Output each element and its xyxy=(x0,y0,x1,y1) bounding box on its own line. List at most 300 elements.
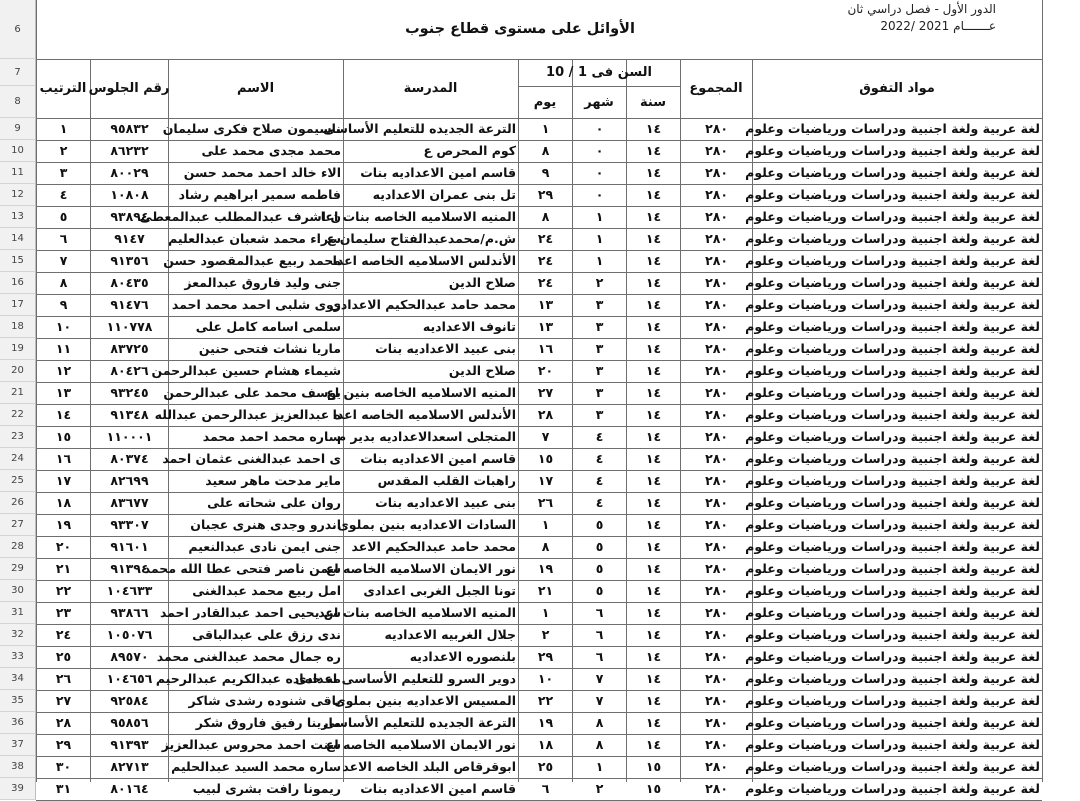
cell-rank[interactable]: ١٤ xyxy=(55,407,72,423)
cell-total[interactable]: ٢٨٠ xyxy=(705,693,728,709)
cell-school[interactable]: الأندلس الاسلاميه الخاصه اعدا xyxy=(332,407,516,423)
cell-total[interactable]: ٢٨٠ xyxy=(705,407,728,423)
cell-seat-number[interactable]: ١٠٤٦٥٦ xyxy=(106,671,153,687)
cell-subjects[interactable]: لغة عربية ولغة اجنبية ودراسات ورياضيات وعلوم xyxy=(745,737,1040,753)
cell-name[interactable]: باقى شنوده رشدى شاكر xyxy=(188,693,341,709)
cell-school[interactable]: الترعة الجديده للتعليم الأساسى xyxy=(322,121,516,137)
cell-seat-number[interactable]: ٩٣٢٤٥ xyxy=(110,385,149,401)
cell-seat-number[interactable]: ١٠٤٦٣٣ xyxy=(106,583,153,599)
cell-total[interactable]: ٢٨٠ xyxy=(705,451,728,467)
cell-month[interactable]: ٤ xyxy=(595,473,604,489)
cell-name[interactable]: ساره محمد احمد محمد xyxy=(202,429,341,445)
cell-day[interactable]: ٢٧ xyxy=(537,385,554,401)
cell-day[interactable]: ٢٢ xyxy=(537,693,554,709)
cell-rank[interactable]: ٨ xyxy=(59,275,68,291)
cell-rank[interactable]: ٢٧ xyxy=(55,693,72,709)
cell-total[interactable]: ٢٨٠ xyxy=(705,429,728,445)
cell-subjects[interactable]: لغة عربية ولغة اجنبية ودراسات ورياضيات وعلوم xyxy=(745,363,1040,379)
cell-total[interactable]: ٢٨٠ xyxy=(705,759,728,775)
row-number[interactable]: 39 xyxy=(0,778,36,800)
cell-name[interactable]: محمد مجدى محمد على xyxy=(201,143,341,159)
cell-total[interactable]: ٢٨٠ xyxy=(705,253,728,269)
cell-month[interactable]: ١ xyxy=(595,231,604,247)
cell-total[interactable]: ٢٨٠ xyxy=(705,649,728,665)
cell-name[interactable]: روى شلبى احمد محمد احمد xyxy=(171,297,341,313)
cell-day[interactable]: ١ xyxy=(541,605,550,621)
cell-seat-number[interactable]: ١١٠٧٧٨ xyxy=(106,319,153,335)
cell-year[interactable]: ١٤ xyxy=(645,165,662,181)
cell-month[interactable]: ١ xyxy=(595,253,604,269)
cell-rank[interactable]: ١ xyxy=(59,121,68,137)
cell-school[interactable]: صلاح الدين xyxy=(448,363,516,379)
cell-school[interactable]: صلاح الدين xyxy=(448,275,516,291)
cell-subjects[interactable]: لغة عربية ولغة اجنبية ودراسات ورياضيات وعلوم xyxy=(745,121,1040,137)
cell-seat-number[interactable]: ٨٢٦٩٩ xyxy=(110,473,149,489)
cell-day[interactable]: ٢٩ xyxy=(537,187,554,203)
cell-rank[interactable]: ٢٦ xyxy=(55,671,72,687)
cell-total[interactable]: ٢٨٠ xyxy=(705,781,728,797)
cell-school[interactable]: بلنصوره الاعداديه xyxy=(409,649,516,665)
cell-name[interactable]: سلمى اسامه كامل على xyxy=(195,319,341,335)
cell-school[interactable]: المتجلى اسعدالاعداديه بدير م xyxy=(337,429,516,445)
row-number[interactable]: 34 xyxy=(0,668,36,690)
row-number[interactable]: 16 xyxy=(0,272,36,294)
cell-seat-number[interactable]: ٩١٣٥٦ xyxy=(110,253,149,269)
cell-rank[interactable]: ٣٠ xyxy=(55,759,72,775)
cell-subjects[interactable]: لغة عربية ولغة اجنبية ودراسات ورياضيات وعلوم xyxy=(745,231,1040,247)
cell-subjects[interactable]: لغة عربية ولغة اجنبية ودراسات ورياضيات وعلوم xyxy=(745,187,1040,203)
cell-subjects[interactable]: لغة عربية ولغة اجنبية ودراسات ورياضيات وعلوم xyxy=(745,539,1040,555)
cell-total[interactable]: ٢٨٠ xyxy=(705,319,728,335)
cell-rank[interactable]: ٢١ xyxy=(55,561,72,577)
row-number[interactable]: 27 xyxy=(0,514,36,536)
cell-school[interactable]: الترعة الجديده للتعليم الأساسى xyxy=(322,715,516,731)
cell-seat-number[interactable]: ٨٠١٦٤ xyxy=(110,781,149,797)
cell-rank[interactable]: ٢٣ xyxy=(55,605,72,621)
row-number[interactable]: 22 xyxy=(0,404,36,426)
cell-seat-number[interactable]: ٨٣٦٧٧ xyxy=(110,495,149,511)
cell-total[interactable]: ٢٨٠ xyxy=(705,583,728,599)
cell-year[interactable]: ١٤ xyxy=(645,737,662,753)
cell-total[interactable]: ٢٨٠ xyxy=(705,121,728,137)
cell-day[interactable]: ٧ xyxy=(541,429,550,445)
row-number[interactable]: 29 xyxy=(0,558,36,580)
cell-year[interactable]: ١٤ xyxy=(645,605,662,621)
cell-month[interactable]: ٦ xyxy=(595,605,604,621)
cell-month[interactable]: ٣ xyxy=(595,363,604,379)
cell-seat-number[interactable]: ١٠٨٠٨ xyxy=(110,187,149,203)
row-number[interactable]: 28 xyxy=(0,536,36,558)
cell-year[interactable]: ١٤ xyxy=(645,451,662,467)
cell-total[interactable]: ٢٨٠ xyxy=(705,495,728,511)
cell-month[interactable]: ٤ xyxy=(595,451,604,467)
cell-name[interactable]: سمن ناصر فتحى عطا الله محمد xyxy=(143,561,341,577)
cell-seat-number[interactable]: ٩٣٨٩٤ xyxy=(110,209,149,225)
cell-school[interactable]: قاسم امين الاعداديه بنات xyxy=(360,451,516,467)
cell-day[interactable]: ٢٥ xyxy=(537,759,554,775)
cell-day[interactable]: ١ xyxy=(541,517,550,533)
cell-school[interactable]: كوم المحرص ع xyxy=(423,143,516,159)
cell-year[interactable]: ١٤ xyxy=(645,429,662,445)
cell-name[interactable]: ناسيمون صلاح فكرى سليمان xyxy=(162,121,341,137)
cell-total[interactable]: ٢٨٠ xyxy=(705,671,728,687)
cell-rank[interactable]: ٢٥ xyxy=(55,649,72,665)
cell-rank[interactable]: ٢٩ xyxy=(55,737,72,753)
cell-rank[interactable]: ٧ xyxy=(59,253,68,269)
cell-total[interactable]: ٢٨٠ xyxy=(705,297,728,313)
cell-month[interactable]: ٥ xyxy=(595,539,604,555)
cell-rank[interactable]: ١٦ xyxy=(55,451,72,467)
cell-day[interactable]: ٦ xyxy=(541,781,550,797)
cell-rank[interactable]: ٢٨ xyxy=(55,715,72,731)
cell-day[interactable]: ٩ xyxy=(541,165,550,181)
cell-seat-number[interactable]: ٩١٣٤٨ xyxy=(110,407,149,423)
row-number[interactable]: 26 xyxy=(0,492,36,514)
cell-day[interactable]: ١٨ xyxy=(537,737,554,753)
cell-day[interactable]: ٢٤ xyxy=(537,253,554,269)
row-number[interactable]: 38 xyxy=(0,756,36,778)
cell-year[interactable]: ١٤ xyxy=(645,627,662,643)
cell-day[interactable]: ٨ xyxy=(541,539,550,555)
cell-year[interactable]: ١٤ xyxy=(645,583,662,599)
cell-subjects[interactable]: لغة عربية ولغة اجنبية ودراسات ورياضيات وعلوم xyxy=(745,451,1040,467)
cell-rank[interactable]: ٢ xyxy=(59,143,68,159)
cell-subjects[interactable]: لغة عربية ولغة اجنبية ودراسات ورياضيات وعلوم xyxy=(745,649,1040,665)
cell-subjects[interactable]: لغة عربية ولغة اجنبية ودراسات ورياضيات وعلوم xyxy=(745,385,1040,401)
cell-name[interactable]: ساره محمد السيد عبدالحليم xyxy=(171,759,341,775)
cell-total[interactable]: ٢٨٠ xyxy=(705,275,728,291)
cell-school[interactable]: دوير السرو للتعليم الأساسى اعدادى xyxy=(295,671,516,687)
cell-year[interactable]: ١٤ xyxy=(645,363,662,379)
cell-subjects[interactable]: لغة عربية ولغة اجنبية ودراسات ورياضيات وعلوم xyxy=(745,605,1040,621)
cell-year[interactable]: ١٤ xyxy=(645,341,662,357)
cell-subjects[interactable]: لغة عربية ولغة اجنبية ودراسات ورياضيات وعلوم xyxy=(745,297,1040,313)
cell-school[interactable]: تانوف الاعداديه xyxy=(422,319,516,335)
cell-month[interactable]: ٥ xyxy=(595,583,604,599)
cell-school[interactable]: قاسم امين الاعداديه بنات xyxy=(360,165,516,181)
cell-total[interactable]: ٢٨٠ xyxy=(705,627,728,643)
cell-subjects[interactable]: لغة عربية ولغة اجنبية ودراسات ورياضيات وعلوم xyxy=(745,561,1040,577)
row-number[interactable]: 11 xyxy=(0,162,36,184)
cell-month[interactable]: ٣ xyxy=(595,341,604,357)
cell-subjects[interactable]: لغة عربية ولغة اجنبية ودراسات ورياضيات وعلوم xyxy=(745,407,1040,423)
cell-rank[interactable]: ٥ xyxy=(59,209,68,225)
cell-month[interactable]: ٧ xyxy=(595,671,604,687)
cell-day[interactable]: ١٧ xyxy=(537,473,554,489)
cell-rank[interactable]: ٤ xyxy=(59,187,68,203)
row-number[interactable]: 25 xyxy=(0,470,36,492)
cell-school[interactable]: محمد حامد عبدالحكيم الاعدادى xyxy=(329,297,516,313)
cell-day[interactable]: ٢٠ xyxy=(537,363,554,379)
cell-name[interactable]: سنت احمد محروس عبدالعزيز xyxy=(161,737,341,753)
cell-name[interactable]: مه حماده عبدالكريم عبدالرحيم xyxy=(155,671,341,687)
cell-day[interactable]: ٢١ xyxy=(537,583,554,599)
cell-year[interactable]: ١٥ xyxy=(645,759,662,775)
row-number[interactable]: 24 xyxy=(0,448,36,470)
cell-name[interactable]: امل ربيع محمد عبدالغنى xyxy=(192,583,341,599)
cell-year[interactable]: ١٤ xyxy=(645,671,662,687)
row-number[interactable]: 13 xyxy=(0,206,36,228)
cell-total[interactable]: ٢٨٠ xyxy=(705,143,728,159)
row-number[interactable]: 7 xyxy=(0,59,36,86)
row-number[interactable]: 32 xyxy=(0,624,36,646)
cell-name[interactable]: ره جمال محمد عبدالغنى محمد xyxy=(156,649,341,665)
cell-rank[interactable]: ٢٢ xyxy=(55,583,72,599)
row-number[interactable]: 12 xyxy=(0,184,36,206)
cell-month[interactable]: ١ xyxy=(595,209,604,225)
cell-day[interactable]: ٨ xyxy=(541,209,550,225)
cell-name[interactable]: ماريا نشات فتحى حنين xyxy=(198,341,341,357)
cell-year[interactable]: ١٤ xyxy=(645,715,662,731)
cell-name[interactable]: شيماء هشام حسين عبدالرحمن xyxy=(151,363,341,379)
row-number[interactable]: 23 xyxy=(0,426,36,448)
cell-subjects[interactable]: لغة عربية ولغة اجنبية ودراسات ورياضيات وعلوم xyxy=(745,671,1040,687)
cell-year[interactable]: ١٤ xyxy=(645,473,662,489)
cell-subjects[interactable]: لغة عربية ولغة اجنبية ودراسات ورياضيات وعلوم xyxy=(745,583,1040,599)
row-number[interactable]: 35 xyxy=(0,690,36,712)
cell-name[interactable]: س يحيى احمد عبدالقادر احمد xyxy=(159,605,341,621)
cell-day[interactable]: ١٣ xyxy=(537,297,554,313)
row-number[interactable]: 20 xyxy=(0,360,36,382)
cell-name[interactable]: مارينا رفيق فاروق شكر xyxy=(195,715,341,731)
cell-year[interactable]: ١٤ xyxy=(645,539,662,555)
cell-total[interactable]: ٢٨٠ xyxy=(705,539,728,555)
cell-rank[interactable]: ١٨ xyxy=(55,495,72,511)
cell-year[interactable]: ١٤ xyxy=(645,693,662,709)
cell-seat-number[interactable]: ٨٩٥٧٠ xyxy=(110,649,149,665)
cell-total[interactable]: ٢٨٠ xyxy=(705,473,728,489)
cell-school[interactable]: المنيه الاسلاميه الخاصه بنات اعا xyxy=(320,209,516,225)
cell-name[interactable]: روان على شحاته على xyxy=(207,495,341,511)
cell-name[interactable]: محمد ربيع عبدالمقصود حسن xyxy=(163,253,341,269)
cell-month[interactable]: ٠ xyxy=(595,121,604,137)
cell-day[interactable]: ٢ xyxy=(541,627,550,643)
cell-day[interactable]: ١٩ xyxy=(537,715,554,731)
cell-name[interactable]: جنى ايمن نادى عبدالنعيم xyxy=(188,539,341,555)
cell-year[interactable]: ١٤ xyxy=(645,561,662,577)
cell-name[interactable]: اندرو وجدى هنرى عجبان xyxy=(190,517,341,533)
cell-total[interactable]: ٢٨٠ xyxy=(705,737,728,753)
cell-year[interactable]: ١٤ xyxy=(645,297,662,313)
row-number[interactable]: 14 xyxy=(0,228,36,250)
cell-subjects[interactable]: لغة عربية ولغة اجنبية ودراسات ورياضيات وعلوم xyxy=(745,495,1040,511)
cell-month[interactable]: ٣ xyxy=(595,385,604,401)
cell-name[interactable]: يوسف محمد على عبدالرحمن xyxy=(163,385,341,401)
row-number[interactable]: 21 xyxy=(0,382,36,404)
cell-day[interactable]: ٢٤ xyxy=(537,231,554,247)
cell-month[interactable]: ٢ xyxy=(595,275,604,291)
cell-subjects[interactable]: لغة عربية ولغة اجنبية ودراسات ورياضيات وعلوم xyxy=(745,253,1040,269)
cell-seat-number[interactable]: ٨٠٤٢٦ xyxy=(110,363,149,379)
cell-subjects[interactable]: لغة عربية ولغة اجنبية ودراسات ورياضيات وعلوم xyxy=(745,693,1040,709)
cell-school[interactable]: المسيس الاعداديه بنين بملوى xyxy=(334,693,516,709)
row-number[interactable]: 18 xyxy=(0,316,36,338)
cell-total[interactable]: ٢٨٠ xyxy=(705,231,728,247)
cell-rank[interactable]: ٣١ xyxy=(55,781,72,797)
cell-subjects[interactable]: لغة عربية ولغة اجنبية ودراسات ورياضيات وعلوم xyxy=(745,429,1040,445)
row-number[interactable]: 37 xyxy=(0,734,36,756)
cell-name[interactable]: الاء خالد احمد محمد حسن xyxy=(183,165,341,181)
cell-month[interactable]: ٠ xyxy=(595,143,604,159)
cell-total[interactable]: ٢٨٠ xyxy=(705,341,728,357)
cell-school[interactable]: بنى عبيد الاعداديه بنات xyxy=(375,341,516,357)
row-number[interactable]: 30 xyxy=(0,580,36,602)
cell-name[interactable]: ن اشرف عبدالمطلب عبدالمعطى xyxy=(139,209,341,225)
cell-month[interactable]: ٦ xyxy=(595,649,604,665)
cell-subjects[interactable]: لغة عربية ولغة اجنبية ودراسات ورياضيات وعلوم xyxy=(745,517,1040,533)
cell-school[interactable]: بنى عبيد الاعداديه بنات xyxy=(375,495,516,511)
cell-subjects[interactable]: لغة عربية ولغة اجنبية ودراسات ورياضيات وعلوم xyxy=(745,165,1040,181)
cell-total[interactable]: ٢٨٠ xyxy=(705,385,728,401)
cell-seat-number[interactable]: ٩٥٨٣٢ xyxy=(110,121,149,137)
cell-month[interactable]: ٤ xyxy=(595,429,604,445)
cell-name[interactable]: ى احمد عبدالغنى عثمان احمد xyxy=(162,451,341,467)
cell-subjects[interactable]: لغة عربية ولغة اجنبية ودراسات ورياضيات وعلوم xyxy=(745,341,1040,357)
cell-month[interactable]: ٤ xyxy=(595,495,604,511)
cell-month[interactable]: ٧ xyxy=(595,693,604,709)
cell-seat-number[interactable]: ٨٣٧٢٥ xyxy=(110,341,149,357)
cell-seat-number[interactable]: ٩٢٥٨٤ xyxy=(110,693,149,709)
cell-rank[interactable]: ١٢ xyxy=(55,363,72,379)
cell-rank[interactable]: ٢٤ xyxy=(55,627,72,643)
row-number[interactable]: 15 xyxy=(0,250,36,272)
cell-seat-number[interactable]: ٨٠٣٧٤ xyxy=(110,451,149,467)
row-number[interactable]: 31 xyxy=(0,602,36,624)
cell-subjects[interactable]: لغة عربية ولغة اجنبية ودراسات ورياضيات وعلوم xyxy=(745,759,1040,775)
cell-subjects[interactable]: لغة عربية ولغة اجنبية ودراسات ورياضيات وعلوم xyxy=(745,275,1040,291)
cell-total[interactable]: ٢٨٠ xyxy=(705,209,728,225)
cell-total[interactable]: ٢٨٠ xyxy=(705,187,728,203)
cell-day[interactable]: ١ xyxy=(541,121,550,137)
cell-day[interactable]: ٨ xyxy=(541,143,550,159)
cell-day[interactable]: ٢٩ xyxy=(537,649,554,665)
cell-name[interactable]: سراء محمد شعبان عبدالعليم xyxy=(168,231,341,247)
cell-year[interactable]: ١٤ xyxy=(645,253,662,269)
cell-subjects[interactable]: لغة عربية ولغة اجنبية ودراسات ورياضيات وعلوم xyxy=(745,209,1040,225)
cell-day[interactable]: ٢٦ xyxy=(537,495,554,511)
cell-subjects[interactable]: لغة عربية ولغة اجنبية ودراسات ورياضيات وعلوم xyxy=(745,627,1040,643)
row-number[interactable]: 19 xyxy=(0,338,36,360)
cell-seat-number[interactable]: ٩١٦٠١ xyxy=(110,539,149,555)
row-number[interactable]: 6 xyxy=(0,0,36,59)
cell-year[interactable]: ١٤ xyxy=(645,231,662,247)
cell-seat-number[interactable]: ٩٥٨٥٦ xyxy=(110,715,149,731)
cell-month[interactable]: ٦ xyxy=(595,627,604,643)
cell-month[interactable]: ٥ xyxy=(595,517,604,533)
cell-day[interactable]: ١٥ xyxy=(537,451,554,467)
cell-subjects[interactable]: لغة عربية ولغة اجنبية ودراسات ورياضيات وعلوم xyxy=(745,715,1040,731)
cell-seat-number[interactable]: ٨٢٧١٣ xyxy=(110,759,149,775)
cell-year[interactable]: ١٤ xyxy=(645,495,662,511)
cell-month[interactable]: ٨ xyxy=(595,715,604,731)
cell-rank[interactable]: ١٧ xyxy=(55,473,72,489)
cell-seat-number[interactable]: ٩١٣٩٣ xyxy=(110,737,149,753)
cell-month[interactable]: ٨ xyxy=(595,737,604,753)
cell-month[interactable]: ٣ xyxy=(595,297,604,313)
cell-day[interactable]: ٢٨ xyxy=(537,407,554,423)
cell-seat-number[interactable]: ٩٣٨٦٦ xyxy=(110,605,149,621)
cell-rank[interactable]: ١٠ xyxy=(55,319,72,335)
cell-school[interactable]: محمد حامد عبدالحكيم الاعد xyxy=(351,539,516,555)
cell-seat-number[interactable]: ٨٦٢٣٢ xyxy=(110,143,149,159)
cell-day[interactable]: ٢٤ xyxy=(537,275,554,291)
row-number[interactable]: 9 xyxy=(0,118,36,140)
cell-total[interactable]: ٢٨٠ xyxy=(705,165,728,181)
cell-year[interactable]: ١٤ xyxy=(645,121,662,137)
cell-name[interactable]: فاطمه سمير ابراهيم رشاد xyxy=(178,187,341,203)
cell-seat-number[interactable]: ٩٣٣٠٧ xyxy=(110,517,149,533)
cell-subjects[interactable]: لغة عربية ولغة اجنبية ودراسات ورياضيات وعلوم xyxy=(745,143,1040,159)
cell-seat-number[interactable]: ٩١٤٧ xyxy=(114,231,145,247)
cell-rank[interactable]: ٦ xyxy=(59,231,68,247)
cell-rank[interactable]: ١١ xyxy=(55,341,72,357)
cell-rank[interactable]: ١٥ xyxy=(55,429,72,445)
cell-year[interactable]: ١٤ xyxy=(645,385,662,401)
cell-year[interactable]: ١٤ xyxy=(645,407,662,423)
cell-year[interactable]: ١٥ xyxy=(645,781,662,797)
cell-school[interactable]: تونا الجبل الغربى اعدادى xyxy=(363,583,516,599)
cell-name[interactable]: ماير مدحت ماهر سعيد xyxy=(205,473,341,489)
cell-seat-number[interactable]: ١٠٥٠٧٦ xyxy=(106,627,153,643)
cell-school[interactable]: ابوقرقاص البلد الخاصه الاعد xyxy=(342,759,516,775)
cell-school[interactable]: نور الايمان الاسلاميه الخاصه اع xyxy=(325,737,516,753)
cell-total[interactable]: ٢٨٠ xyxy=(705,605,728,621)
cell-seat-number[interactable]: ٨٠٤٣٥ xyxy=(110,275,149,291)
row-number[interactable]: 10 xyxy=(0,140,36,162)
cell-school[interactable]: راهبات القلب المقدس xyxy=(377,473,516,489)
row-number[interactable]: 33 xyxy=(0,646,36,668)
cell-seat-number[interactable]: ٩١٤٧٦ xyxy=(110,297,149,313)
cell-month[interactable]: ٢ xyxy=(595,781,604,797)
cell-name[interactable]: ريمونا رافت بشرى لبيب xyxy=(192,781,341,797)
cell-school[interactable]: ش.م/محمدعبدالفتاح سليمان ع xyxy=(326,231,516,247)
cell-total[interactable]: ٢٨٠ xyxy=(705,715,728,731)
cell-rank[interactable]: ١٣ xyxy=(55,385,72,401)
cell-day[interactable]: ١٣ xyxy=(537,319,554,335)
cell-total[interactable]: ٢٨٠ xyxy=(705,363,728,379)
cell-school[interactable]: السادات الاعداديه بنين بملوى xyxy=(337,517,516,533)
cell-rank[interactable]: ١٩ xyxy=(55,517,72,533)
cell-year[interactable]: ١٤ xyxy=(645,187,662,203)
cell-subjects[interactable]: لغة عربية ولغة اجنبية ودراسات ورياضيات وعلوم xyxy=(745,473,1040,489)
cell-school[interactable]: المنيه الاسلاميه الخاصه بنين اع xyxy=(326,385,516,401)
cell-rank[interactable]: ٣ xyxy=(59,165,68,181)
cell-seat-number[interactable]: ٩١٣٩٤ xyxy=(110,561,149,577)
cell-year[interactable]: ١٤ xyxy=(645,209,662,225)
cell-subjects[interactable]: لغة عربية ولغة اجنبية ودراسات ورياضيات وعلوم xyxy=(745,781,1040,797)
cell-school[interactable]: المنيه الاسلاميه الخاصه بنات اعد xyxy=(318,605,516,621)
cell-name[interactable]: ه عبدالعزيز عبدالرحمن عبدالله xyxy=(154,407,341,423)
cell-year[interactable]: ١٤ xyxy=(645,275,662,291)
cell-total[interactable]: ٢٨٠ xyxy=(705,561,728,577)
cell-seat-number[interactable]: ٨٠٠٢٩ xyxy=(110,165,149,181)
cell-year[interactable]: ١٤ xyxy=(645,517,662,533)
cell-month[interactable]: ٣ xyxy=(595,407,604,423)
row-number[interactable]: 17 xyxy=(0,294,36,316)
cell-month[interactable]: ١ xyxy=(595,759,604,775)
cell-name[interactable]: جنى وليد فاروق عبدالمعز xyxy=(184,275,341,291)
cell-month[interactable]: ٥ xyxy=(595,561,604,577)
row-number[interactable]: 36 xyxy=(0,712,36,734)
cell-subjects[interactable]: لغة عربية ولغة اجنبية ودراسات ورياضيات وعلوم xyxy=(745,319,1040,335)
cell-name[interactable]: ندى رزق على عبدالباقى xyxy=(192,627,341,643)
cell-year[interactable]: ١٤ xyxy=(645,143,662,159)
cell-school[interactable]: قاسم امين الاعداديه بنات xyxy=(360,781,516,797)
cell-day[interactable]: ١٦ xyxy=(537,341,554,357)
cell-month[interactable]: ٠ xyxy=(595,165,604,181)
cell-school[interactable]: تل بنى عمران الاعداديه xyxy=(372,187,516,203)
cell-day[interactable]: ١٠ xyxy=(537,671,554,687)
